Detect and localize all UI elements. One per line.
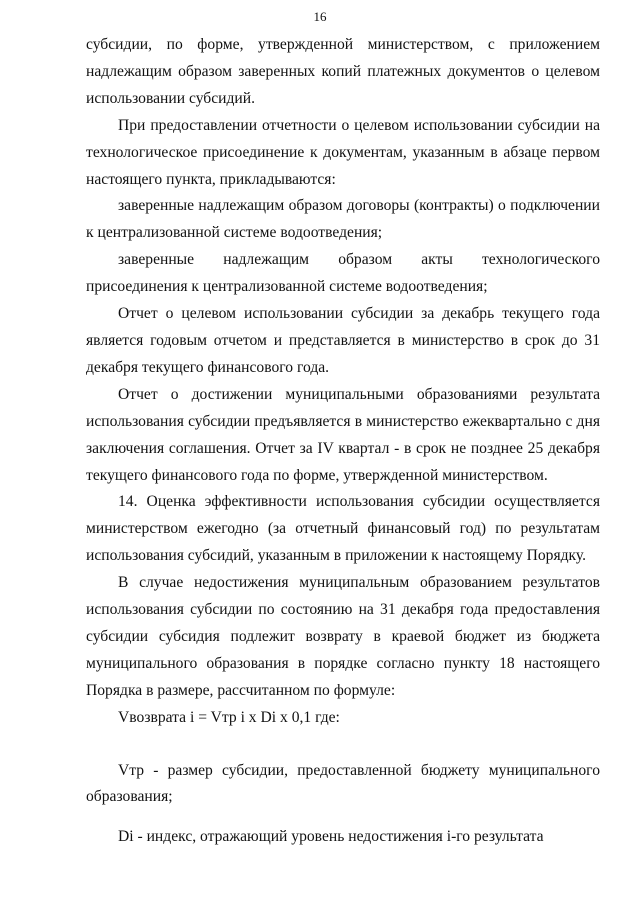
spacer: [86, 811, 600, 824]
refund-formula: Vвозврата i = Vтр i x Di x 0,1 где:: [118, 708, 340, 726]
document-body: [86, 32, 600, 851]
paragraph-7: 14. Оценка эффективности использования субсидии осуществляется министерством ежегодно (за отчетный финансовый год) по результатам использования субсидий, указанным в приложении к настоящему Порядку.: [86, 493, 600, 565]
paragraph-3: заверенные надлежащим образом договоры (контракты) о подключении к централизованной системе водоотведения;: [86, 197, 600, 242]
paragraph-6: Отчет о достижении муниципальными образованиями результата использования субсидии предъявляется в министерство ежеквартально с дня заключения соглашения. Отчет за IV квартал - в срок не позднее 25 декабря текущего финансового года по форме, утвержденной министерством.: [86, 385, 600, 484]
definition-vtr: Vтр - размер субсидии, предоставленной бюджету муниципального образования;: [86, 761, 600, 806]
page-number: 16: [313, 9, 327, 24]
spacer: [86, 732, 600, 758]
paragraph-4: заверенные надлежащим образом акты технологического присоединения к централизованной системе водоотведения;: [86, 251, 600, 296]
paragraph-5: Отчет о целевом использовании субсидии за декабрь текущего года является годовым отчетом и представляется в министерство в срок до 31 декабря текущего финансового года.: [86, 305, 600, 376]
paragraph-1: субсидии, по форме, утвержденной министерством, с приложением надлежащим образом заверенных копий платежных документов о целевом использовании субсидий.: [86, 36, 600, 107]
paragraph-2: При предоставлении отчетности о целевом использовании субсидии на технологическое присоединение к документам, указанным в абзаце первом настоящего пункта, прикладываются:: [86, 116, 600, 188]
paragraph-8: В случае недостижения муниципальным образованием результатов использования субсидии по состоянию на 31 декабря года предоставления субсидии субсидия подлежит возврату в краевой бюджет из бюджета муниципального образования в порядке согласно пункту 18 настоящего Порядка в размере, рассчитанном по формуле:: [86, 574, 600, 699]
definition-di: Di - индекс, отражающий уровень недостижения i-го результата: [118, 828, 544, 846]
